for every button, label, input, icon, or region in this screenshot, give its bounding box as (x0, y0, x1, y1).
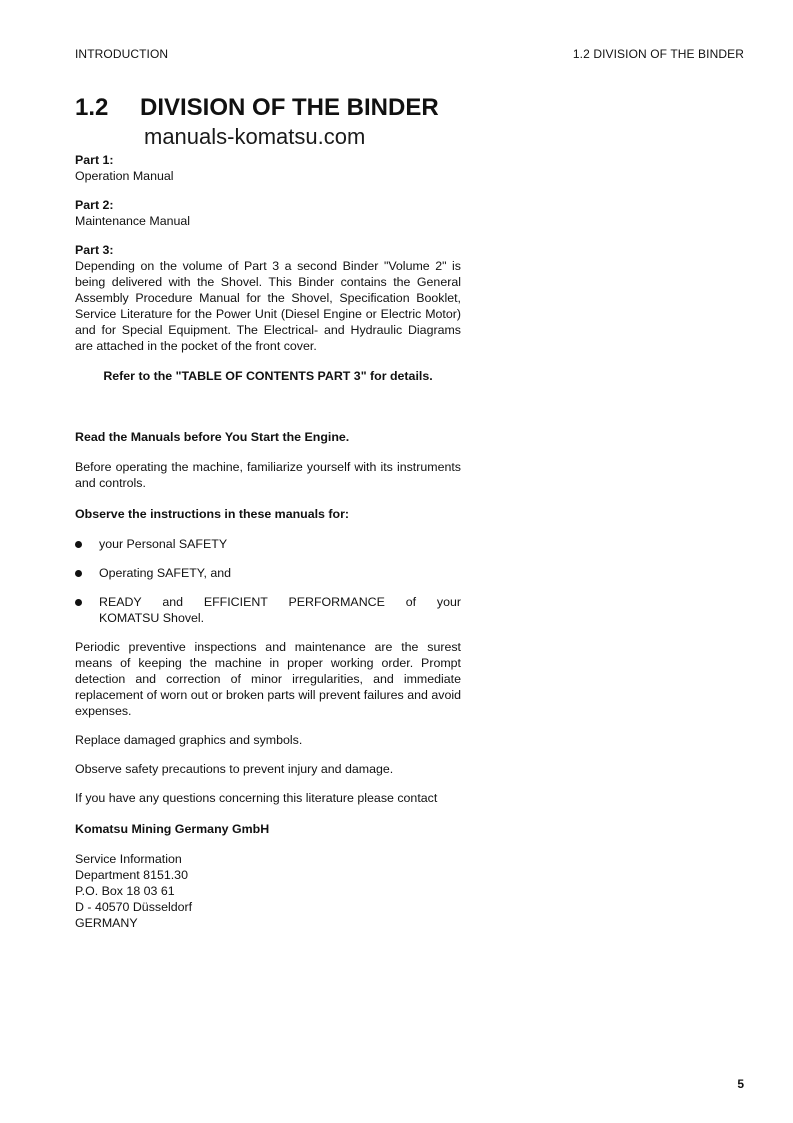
page-number: 5 (737, 1077, 744, 1091)
replace-graphics-text: Replace damaged graphics and symbols. (75, 733, 303, 747)
bullet-text: READY and EFFICIENT PERFORMANCE of your (99, 595, 461, 609)
bullet-icon (75, 599, 82, 606)
observe-instructions-heading: Observe the instructions in these manuals for: (75, 507, 350, 521)
body-content (75, 152, 461, 931)
section-heading (75, 94, 439, 122)
read-manuals-heading: Read the Manuals before You Start the Engine. (75, 430, 350, 444)
company-name: Komatsu Mining Germany GmbH (75, 822, 270, 836)
bullet-icon (75, 570, 82, 577)
part-2-label: Part 2: (75, 198, 114, 212)
part-2-text: Maintenance Manual (75, 214, 191, 228)
safety-bullet-list (75, 536, 461, 626)
bullet-text: Operating SAFETY, and (99, 566, 232, 580)
address-line: Service Information (75, 852, 182, 866)
questions-contact-text: If you have any questions concerning this literature please contact (75, 791, 438, 805)
address-line: D - 40570 Düsseldorf (75, 900, 193, 914)
bullet-icon (75, 541, 82, 548)
part-1-label: Part 1: (75, 153, 114, 167)
list-item (75, 565, 461, 581)
list-item (75, 594, 461, 626)
section-title: DIVISION OF THE BINDER (140, 94, 439, 121)
part-3-text: Depending on the volume of Part 3 a second Binder "Volume 2" is being delivered with the Shovel. This Binder contains the General Assembly Procedure Manual for the Shovel, Specification Booklet, Service Literature for the Power Unit (Diesel Engine or Electric Motor) and for Special Equipment. The Electrical- and Hydraulic Diagrams are attached in the pocket of the front cover. (75, 259, 461, 353)
before-operating-text: Before operating the machine, familiarize yourself with its instruments and controls. (75, 460, 461, 490)
periodic-inspections-text: Periodic preventive inspections and maintenance are the surest means of keeping the machine in proper working order. Prompt detection and correction of minor irregularities, and immediate replacement of worn out or broken parts will prevent failures and avoid expenses. (75, 640, 461, 718)
bullet-text-continuation: KOMATSU Shovel. (99, 611, 205, 625)
header-chapter-title: 1.2 DIVISION OF THE BINDER (572, 47, 744, 61)
company-address (75, 851, 461, 931)
address-line: P.O. Box 18 03 61 (75, 884, 175, 898)
address-line: GERMANY (75, 916, 138, 930)
list-item (75, 536, 461, 552)
refer-note: Refer to the "TABLE OF CONTENTS PART 3" for details. (103, 369, 433, 383)
header-section-title: INTRODUCTION (75, 47, 169, 61)
part-3-label: Part 3: (75, 243, 114, 257)
address-line: Department 8151.30 (75, 868, 188, 882)
section-number: 1.2 (75, 94, 109, 121)
watermark-text: manuals-komatsu.com (144, 124, 366, 149)
safety-precautions-text: Observe safety precautions to prevent injury and damage. (75, 762, 394, 776)
bullet-text: your Personal SAFETY (99, 537, 228, 551)
part-1-text: Operation Manual (75, 169, 174, 183)
